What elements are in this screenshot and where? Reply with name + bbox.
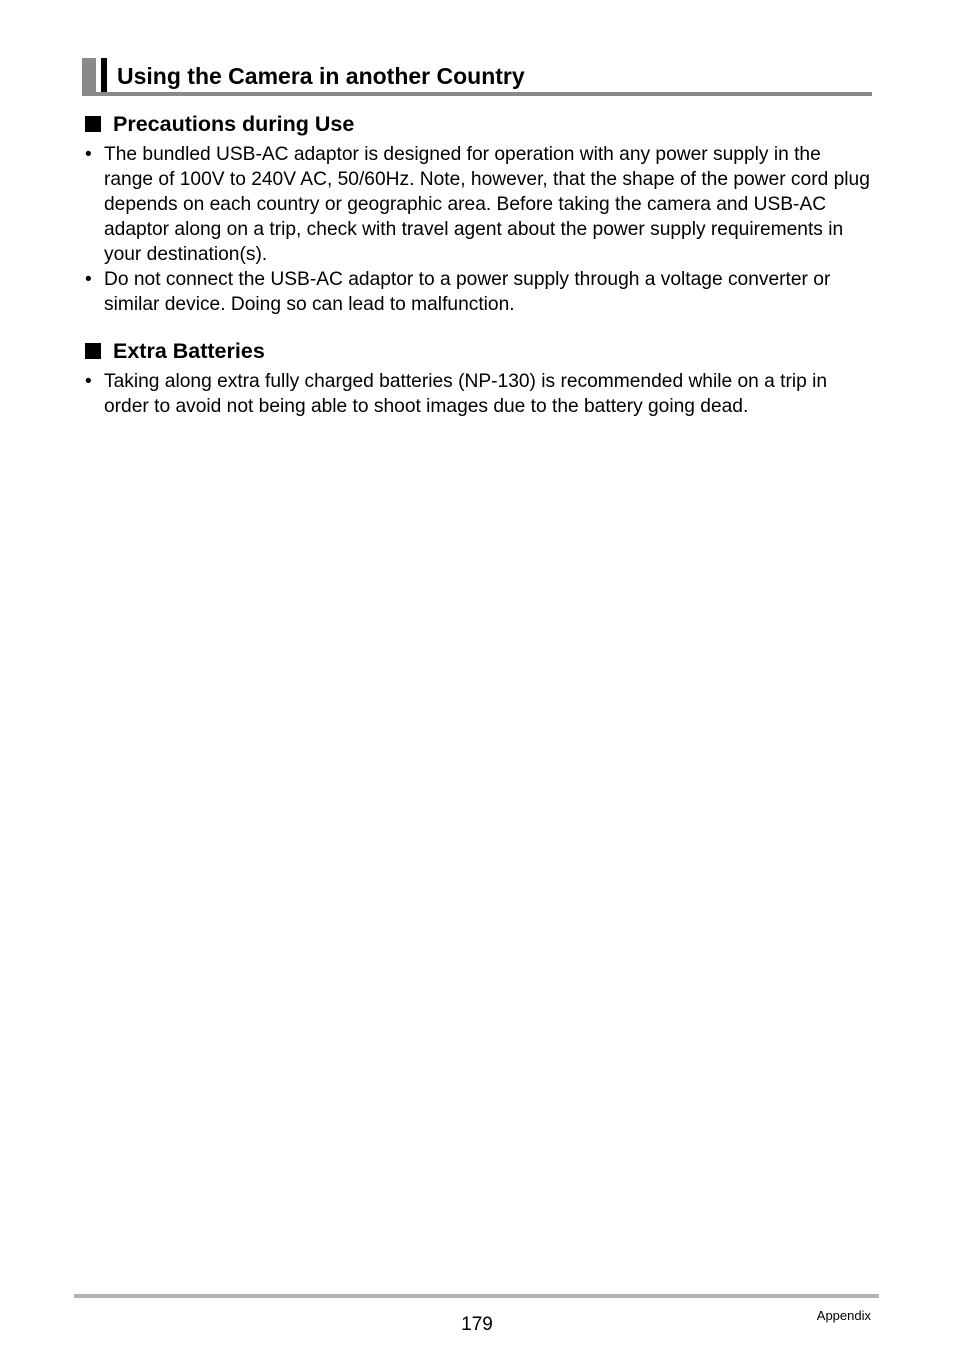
bullet-icon: • [85, 371, 92, 392]
heading-bar-accent [101, 58, 107, 96]
square-icon [85, 343, 101, 359]
section-precautions [84, 110, 874, 317]
heading-underline [82, 92, 872, 96]
bullet-icon: • [85, 144, 92, 165]
bullet-icon: • [85, 269, 92, 290]
section-title: Precautions during Use [113, 112, 355, 136]
section-title: Extra Batteries [113, 339, 265, 363]
list-item-text: Do not connect the USB-AC adaptor to a power supply through a voltage converter or similar device. Doing so can lead to malfunction. [104, 269, 831, 315]
heading-bar-icon [82, 58, 96, 96]
page-title: Using the Camera in another Country [117, 63, 525, 89]
page-heading [82, 58, 872, 98]
footer-section-label: Appendix [816, 1308, 871, 1323]
bullet-list [84, 142, 874, 317]
bullet-list [84, 369, 874, 419]
section-heading [84, 110, 874, 138]
list-item-text: The bundled USB-AC adaptor is designed for operation with any power supply in the range of 100V to 240V AC, 50/60Hz. Note, however, that the shape of the power cord plug depends on each country or geographic area. Before taking the camera and USB-AC adaptor along on a trip, check with travel agent about the power supply requirements in your destination(s). [104, 144, 870, 265]
section-heading [84, 337, 874, 365]
list-item-text: Taking along extra fully charged batteries (NP-130) is recommended while on a trip in order to avoid not being able to shoot images due to the battery going dead. [104, 371, 828, 417]
list-item [84, 369, 874, 419]
section-extra-batteries [84, 337, 874, 419]
list-item [84, 267, 874, 317]
page-number: 179 [461, 1314, 493, 1335]
footer-rule [74, 1294, 879, 1298]
square-icon [85, 116, 101, 132]
list-item [84, 142, 874, 267]
